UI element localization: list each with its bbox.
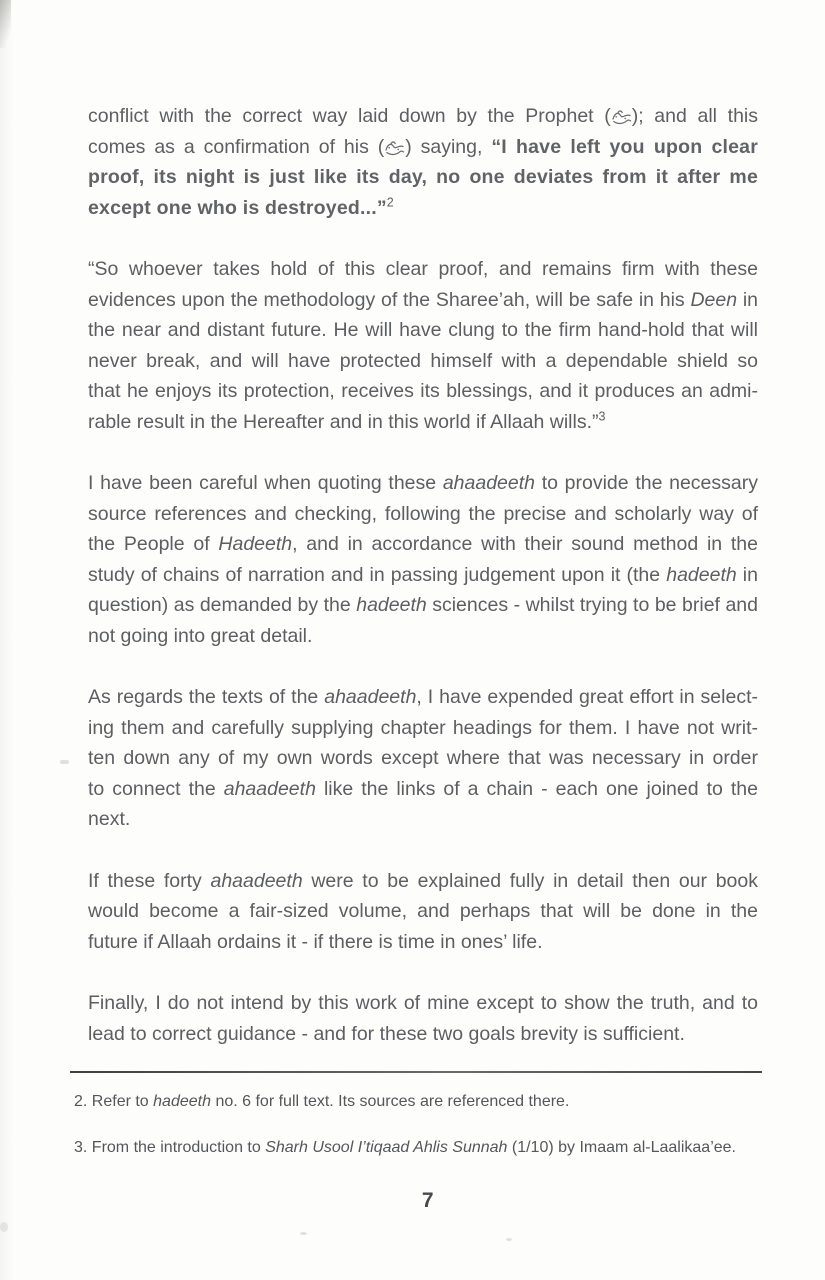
text-line: source references and checking, following the precise and scholarly way of: [88, 502, 758, 525]
text-line: “So whoever takes hold of this clear proof, and remains firm with these: [88, 258, 758, 280]
text-line: proof, its night is just like its day, no one deviates from it after me: [88, 166, 758, 188]
footnote: 2. Refer to hadeeth no. 6 for full text. Its sources are referenced there.: [74, 1093, 570, 1110]
text-line: I have been careful when quoting these ahaadeeth to provide the necessary: [88, 472, 758, 494]
text-line: ing them and carefully supplying chapter headings for them. I have not writ-: [88, 716, 758, 739]
text-line: rable result in the Hereafter and in this world if Allaah wills.”$^3$: [88, 409, 606, 433]
text-line: next.: [88, 808, 131, 830]
paragraph: [88, 468, 758, 651]
paragraph: [88, 254, 758, 437]
paragraph: [88, 866, 758, 958]
text-line: never break, and will have protected himself with a dependable shield so: [88, 349, 758, 372]
paragraph: [88, 682, 758, 835]
page-number: 7: [421, 1189, 435, 1212]
text-block: [88, 101, 758, 1080]
text-line: conflict with the correct way laid down by the Prophet ( ); and all this: [88, 105, 758, 127]
paragraph: [88, 101, 758, 223]
text-line: not going into great detail.: [88, 624, 313, 647]
text-line: the People of Hadeeth, and in accordance with their sound method in the: [88, 533, 759, 555]
text-line: to connect the ahaadeeth like the links of a chain - each one joined to the: [88, 777, 759, 800]
text-line: comes as a confirmation of his ( ) saying, “I have left you upon clear: [88, 135, 758, 158]
text-line: future if Allaah ordains it - if there is time in ones’ life.: [88, 930, 543, 953]
text-line: If these forty ahaadeeth were to be explained fully in detail then our book: [88, 869, 758, 892]
text-line: ten down any of my own words except where that was necessary in order: [88, 747, 758, 769]
scan-artifact: [60, 760, 69, 764]
text-line: lead to correct guidance - and for these two goals brevity is sufficient.: [88, 1022, 685, 1045]
text-line: would become a fair-sized volume, and perhaps that will be done in the: [88, 900, 758, 922]
text-line: question) as demanded by the hadeeth sciences - whilst trying to be brief and: [88, 594, 758, 616]
scan-artifact: [0, 1222, 8, 1232]
pbuh-icon: [384, 139, 405, 156]
pbuh-icon: [611, 108, 632, 125]
paragraph: [88, 988, 758, 1049]
footnote-list: [74, 1091, 766, 1158]
text-line: Finally, I do not intend by this work of mine except to show the truth, and to: [88, 992, 758, 1014]
scan-artifact: [300, 1232, 307, 1235]
scan-artifact: [0, 0, 11, 48]
text-line: except one who is destroyed...”$^2$: [88, 195, 394, 219]
footnote: 3. From the introduction to Sharh Usool I’tiqaad Ahlis Sunnah (1/10) by Imaam al-Laalikaa’ee.: [74, 1139, 736, 1156]
text-line: As regards the texts of the ahaadeeth, I have expended great effort in select-: [88, 686, 758, 708]
footnotes: [74, 1071, 766, 1158]
text-line: study of chains of narration and in passing judgement upon it (the hadeeth in: [88, 563, 758, 586]
scan-artifact: [506, 1238, 512, 1241]
footnote-rule: [70, 1071, 762, 1073]
text-line: evidences upon the methodology of the Sharee’ah, will be safe in his Deen in: [88, 288, 758, 311]
text-line: the near and distant future. He will have clung to the firm hand-hold that will: [88, 319, 758, 341]
text-line: that he enjoys its protection, receives its blessings, and it produces an admi-: [88, 380, 758, 402]
